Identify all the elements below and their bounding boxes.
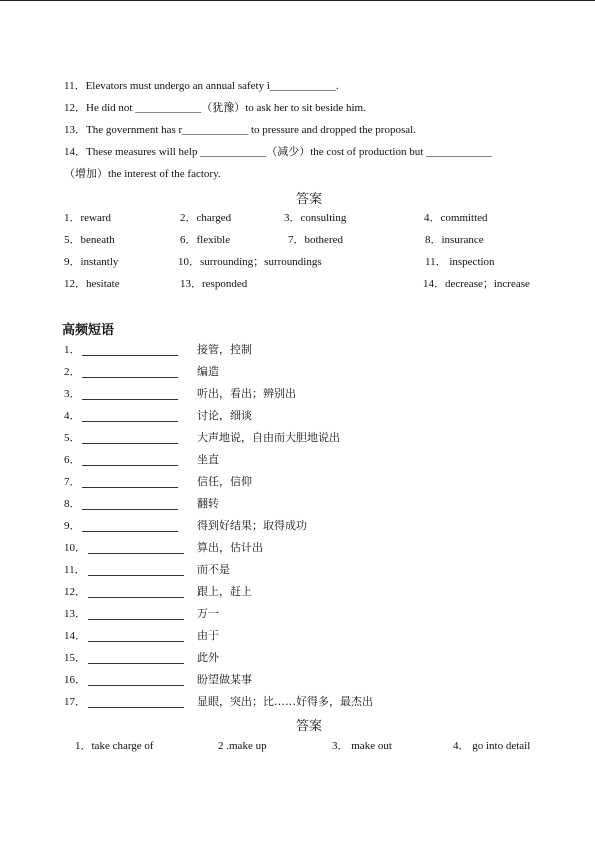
phrase-blank: [82, 508, 178, 510]
phrase-meaning: 万一: [197, 607, 219, 620]
phrase-blank: [88, 706, 184, 708]
phrase-meaning: 编造: [197, 365, 219, 378]
phrase-blank: [88, 596, 184, 598]
phrase-meaning: 得到好结果；取得成功: [197, 519, 307, 532]
phrase-meaning: 听出，看出；辨别出: [197, 387, 296, 400]
answer-item: 9．instantly: [64, 256, 119, 268]
phrase-number: 1．: [64, 344, 81, 356]
phrase-meaning: 大声地说，自由而大胆地说出: [197, 431, 340, 444]
phrase-blank: [88, 552, 184, 554]
phrase-number: 15．: [64, 652, 86, 664]
phrase-number: 2．: [64, 366, 81, 378]
question-14: 14．These measures will help ____________（减少）the cost of production but ____________: [64, 146, 493, 158]
phrase-answer-item: 1．take charge of: [75, 740, 154, 752]
phrase-meaning: 由于: [197, 629, 219, 642]
phrase-blank: [88, 640, 184, 642]
question-12: 12．He did not ____________（犹豫）to ask her to sit beside him.: [64, 102, 366, 114]
answer-item: 8．insurance: [425, 234, 484, 246]
phrase-meaning: 算出，估计出: [197, 541, 263, 554]
answer-item: 11． inspection: [425, 256, 495, 268]
answer-item: 1．reward: [64, 212, 112, 224]
phrase-number: 14．: [64, 630, 86, 642]
phrase-meaning: 信任，信仰: [197, 475, 252, 488]
phrase-number: 17．: [64, 696, 86, 708]
phrase-blank: [88, 662, 184, 664]
phrase-number: 8．: [64, 498, 81, 510]
phrase-number: 12．: [64, 586, 86, 598]
answer-item: 5．beneath: [64, 234, 115, 246]
phrase-blank: [88, 684, 184, 686]
phrase-blank: [82, 442, 178, 444]
question-14-continued: （增加）the interest of the factory.: [64, 168, 221, 180]
question-13: 13．The government has r____________ to pressure and dropped the proposal.: [64, 124, 416, 136]
phrases-title: 高频短语: [62, 323, 115, 338]
phrase-number: 6．: [64, 454, 81, 466]
phrase-meaning: 翻转: [197, 497, 219, 510]
phrase-blank: [82, 464, 178, 466]
phrase-answer-item: 3． make out: [332, 740, 392, 752]
phrase-number: 16．: [64, 674, 86, 686]
phrase-number: 7．: [64, 476, 81, 488]
phrase-blank: [88, 574, 184, 576]
phrase-blank: [82, 486, 178, 488]
question-11: 11．Elevators must undergo an annual safety i____________.: [64, 80, 339, 92]
phrase-number: 9．: [64, 520, 81, 532]
phrase-blank: [82, 354, 178, 356]
answer-item: 2．charged: [180, 212, 232, 224]
phrase-answers-heading: 答案: [296, 719, 323, 734]
answer-item: 13．responded: [180, 278, 248, 290]
phrase-blank: [82, 420, 178, 422]
phrase-blank: [82, 530, 178, 532]
answer-item: 14．decrease；increase: [423, 278, 530, 290]
phrase-meaning: 显眼，突出；比……好得多，最杰出: [197, 695, 373, 708]
answer-item: 6．flexible: [180, 234, 231, 246]
phrase-blank: [82, 398, 178, 400]
page-top-border: [0, 0, 595, 1]
phrase-number: 13．: [64, 608, 86, 620]
answer-item: 10．surrounding；surroundings: [178, 256, 322, 268]
phrase-meaning: 盼望做某事: [197, 673, 252, 686]
phrase-meaning: 坐直: [197, 453, 219, 466]
phrase-number: 11．: [64, 564, 86, 576]
phrase-answer-item: 4． go into detail: [453, 740, 531, 752]
phrase-meaning: 而不是: [197, 563, 230, 576]
phrase-meaning: 讨论，细谈: [197, 409, 252, 422]
answer-item: 12．hesitate: [64, 278, 120, 290]
answers-heading: 答案: [296, 192, 323, 207]
phrase-blank: [82, 376, 178, 378]
phrase-number: 10．: [64, 542, 86, 554]
answer-item: 7．bothered: [288, 234, 343, 246]
phrase-number: 3．: [64, 388, 81, 400]
answer-item: 3．consulting: [284, 212, 347, 224]
phrase-answer-item: 2 .make up: [218, 740, 267, 752]
phrase-meaning: 此外: [197, 651, 219, 664]
phrase-meaning: 跟上，赶上: [197, 585, 252, 598]
phrase-number: 5．: [64, 432, 81, 444]
answer-item: 4．committed: [424, 212, 488, 224]
phrase-blank: [88, 618, 184, 620]
phrase-meaning: 接管，控制: [197, 343, 252, 356]
phrase-number: 4．: [64, 410, 81, 422]
